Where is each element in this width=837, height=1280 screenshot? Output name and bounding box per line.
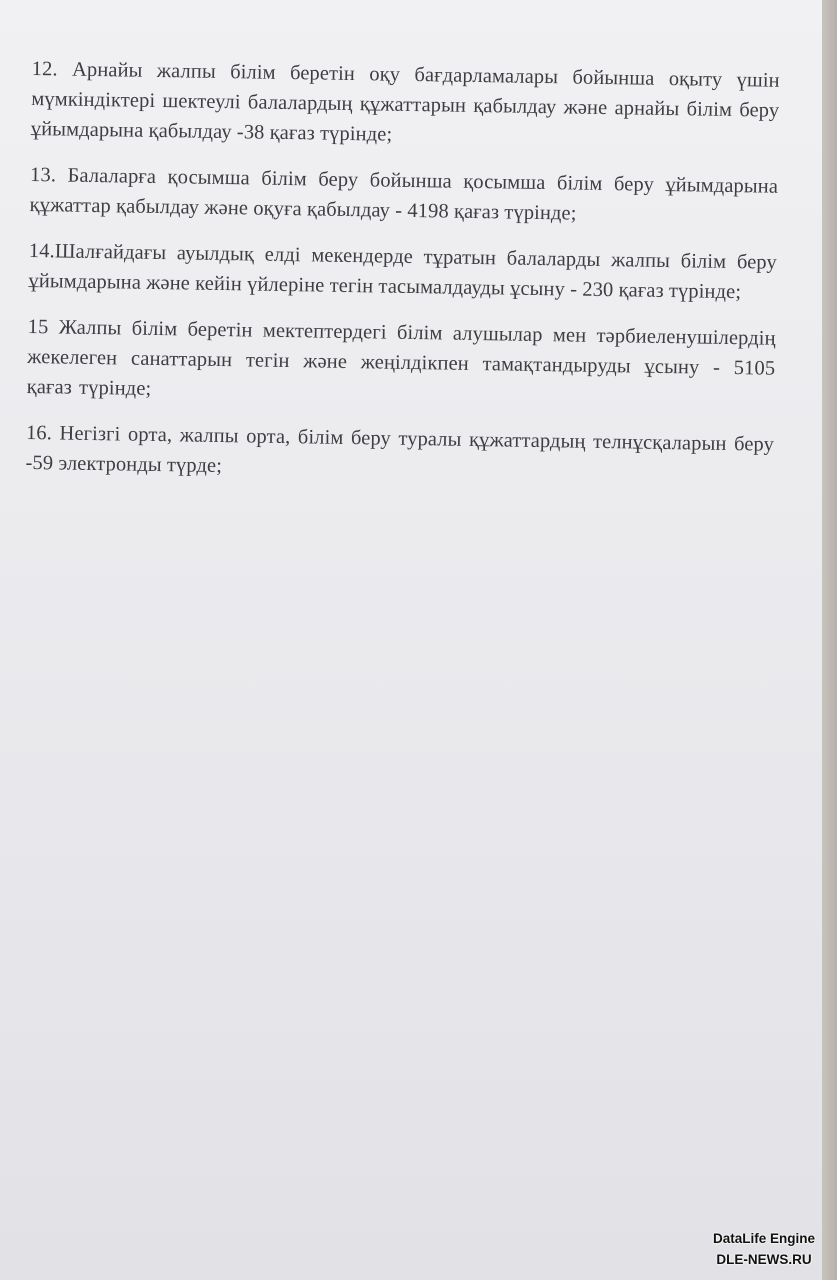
paragraph-16: 16. Негізгі орта, жалпы орта, білім беру туралы құжаттардың телнұсқаларын беру -59 электронды түрде; bbox=[25, 421, 775, 478]
paragraph-14: 14.Шалғайдағы ауылдық елді мекендерде тұратын балаларды жалпы білім беру ұйымдарына және кейін үйлеріне тегін тасымалдауды ұсыну - 230 қағаз түрінде; bbox=[28, 239, 777, 304]
paragraph-13: 13. Балаларға қосымша білім беру бойынша қосымша білім беру ұйымдарына құжаттар қабылдау және оқуға қабылдау - 4198 қағаз түрінде; bbox=[29, 163, 779, 225]
paragraph-15: 15 Жалпы білім беретін мектептердегі білім алушылар мен тәрбиеленушілердің жекелеген санаттарын тегін және жеңілдікпен тамақтандыруды ұсыну - 5105 қағаз түрінде; bbox=[26, 315, 776, 400]
paragraph-12: 12. Арнайы жалпы білім беретін оқу бағдарламалары бойынша оқыту үшін мүмкіндіктері шектеулі балалардың құжаттарын қабылдау және арнайы білім беру ұйымдарына қабылдау -38 қағаз түрінде; bbox=[30, 57, 780, 146]
watermark-line-2: DLE-NEWS.RU bbox=[716, 1252, 812, 1267]
page-edge-shadow bbox=[822, 0, 837, 1280]
watermark-line-1: DataLife Engine bbox=[712, 1231, 815, 1246]
document-body bbox=[25, 54, 780, 506]
watermark bbox=[713, 1228, 815, 1270]
